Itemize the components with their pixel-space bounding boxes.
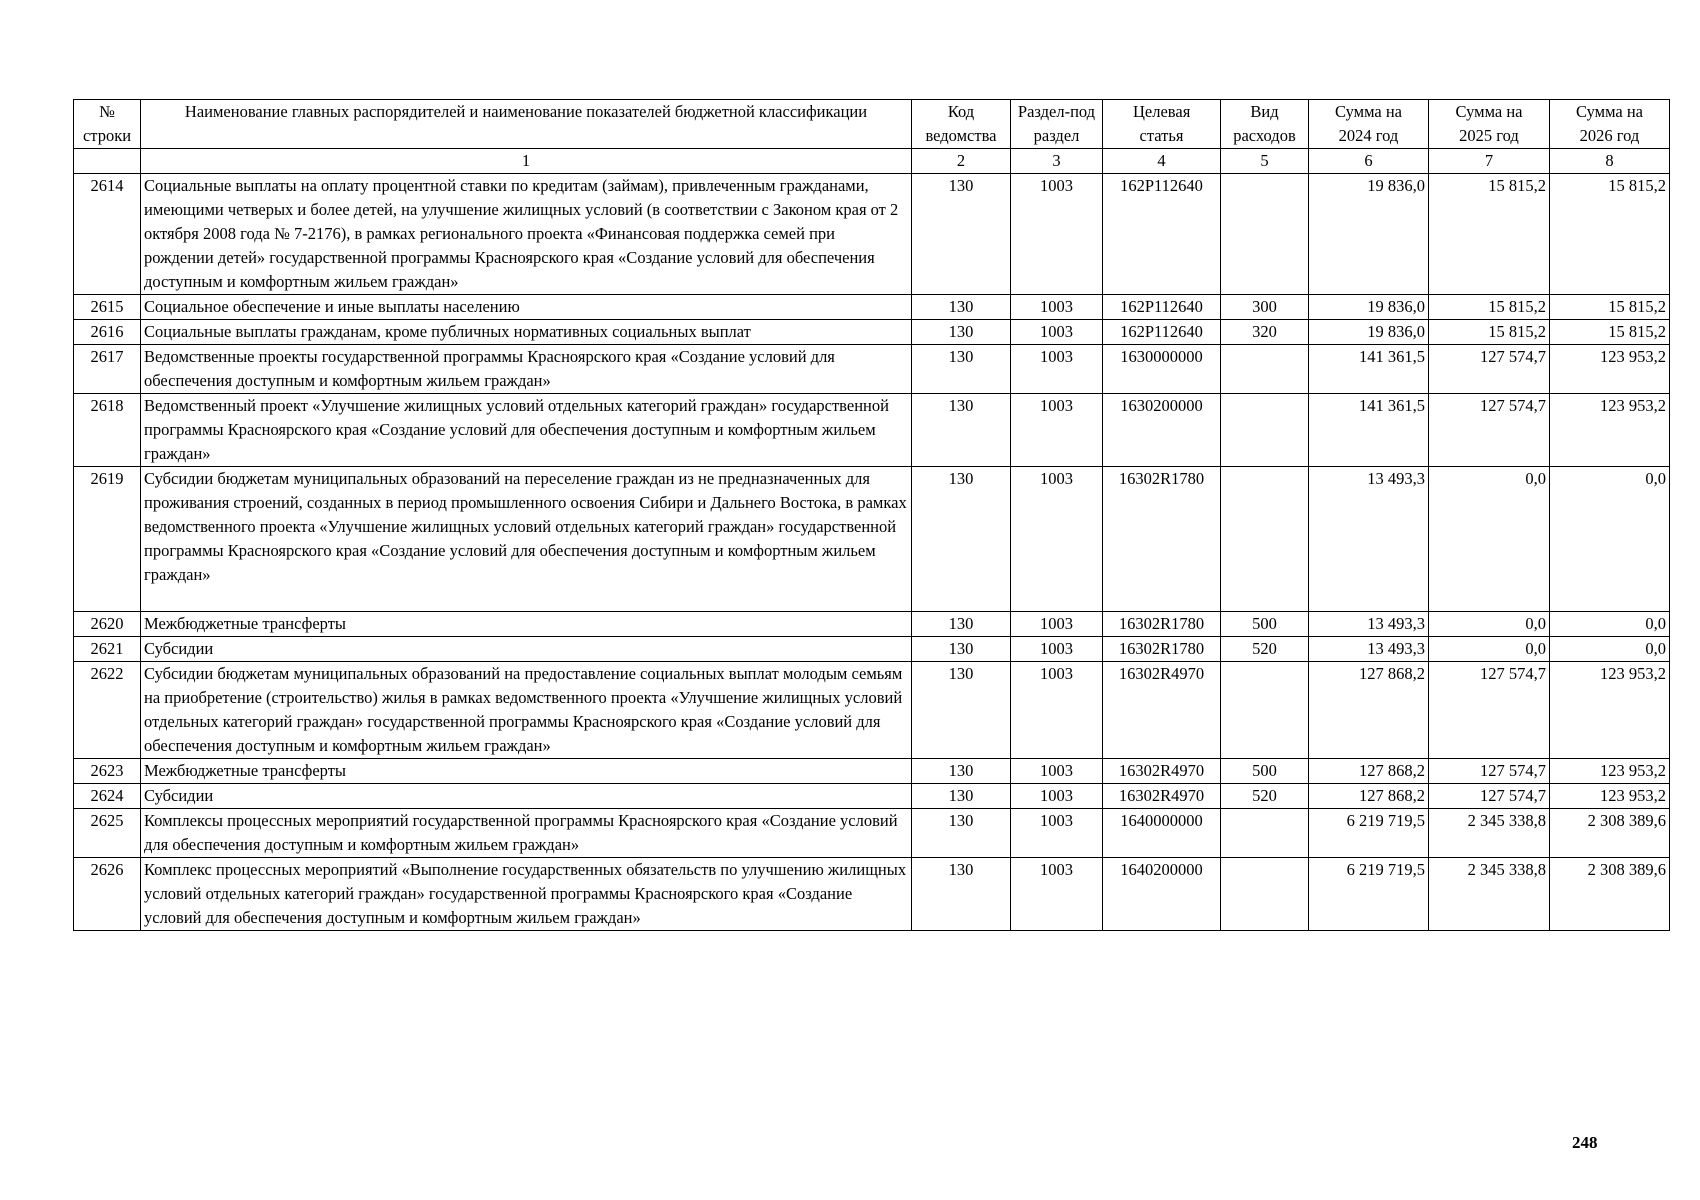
table-body [74,174,1670,931]
table-row [74,784,1670,809]
row-dept-code: 130 [912,320,1011,345]
row-sum-2024: 19 836,0 [1309,174,1429,295]
row-expense-type [1221,662,1309,759]
row-expense-type [1221,858,1309,931]
column-number: 1 [141,149,912,174]
header-target: Целевая статья [1103,100,1221,149]
table-row [74,345,1670,394]
row-target-code: 1640200000 [1103,858,1221,931]
row-number: 2614 [74,174,141,295]
row-sum-2025: 127 574,7 [1429,784,1550,809]
table-row [74,612,1670,637]
row-number: 2625 [74,809,141,858]
row-target-code: 16302R4970 [1103,662,1221,759]
row-dept-code: 130 [912,784,1011,809]
row-expense-type: 520 [1221,637,1309,662]
row-target-code: 16302R4970 [1103,784,1221,809]
row-name: Субсидии [141,637,912,662]
header-dept: Код ведомства [912,100,1011,149]
row-expense-type: 520 [1221,784,1309,809]
header-section: Раздел-подраздел [1011,100,1103,149]
row-sum-2024: 13 493,3 [1309,637,1429,662]
row-sum-2026: 0,0 [1550,637,1670,662]
header-sum-2025: Сумма на 2025 год [1429,100,1550,149]
row-expense-type [1221,809,1309,858]
row-sum-2024: 127 868,2 [1309,662,1429,759]
row-name: Комплекс процессных мероприятий «Выполнение государственных обязательств по улучшению жилищных условий отдельных категорий граждан» государственной программы Красноярского края «Создание условий для обеспечения доступным и комфортным жильем граждан» [141,858,912,931]
row-sum-2024: 13 493,3 [1309,612,1429,637]
row-dept-code: 130 [912,345,1011,394]
row-name: Социальное обеспечение и иные выплаты населению [141,295,912,320]
column-number: 8 [1550,149,1670,174]
row-number: 2626 [74,858,141,931]
header-row [74,100,1670,149]
row-sum-2024: 141 361,5 [1309,345,1429,394]
column-number [74,149,141,174]
table-row [74,467,1670,612]
row-sum-2025: 127 574,7 [1429,394,1550,467]
row-dept-code: 130 [912,809,1011,858]
row-sum-2025: 127 574,7 [1429,345,1550,394]
row-name: Субсидии [141,784,912,809]
row-expense-type: 300 [1221,295,1309,320]
row-number: 2619 [74,467,141,612]
row-section-code: 1003 [1011,637,1103,662]
row-dept-code: 130 [912,637,1011,662]
row-sum-2026: 15 815,2 [1550,295,1670,320]
page-number: 248 [1572,1133,1598,1152]
row-sum-2025: 15 815,2 [1429,295,1550,320]
row-target-code: 16302R4970 [1103,759,1221,784]
table-row [74,174,1670,295]
row-number: 2615 [74,295,141,320]
budget-table [73,99,1670,931]
row-dept-code: 130 [912,858,1011,931]
row-number: 2616 [74,320,141,345]
row-sum-2024: 13 493,3 [1309,467,1429,612]
row-expense-type [1221,345,1309,394]
row-name: Ведомственный проект «Улучшение жилищных условий отдельных категорий граждан» государственной программы Красноярского края «Создание условий для обеспечения доступным и комфортным жильем граждан» [141,394,912,467]
row-expense-type: 500 [1221,759,1309,784]
row-section-code: 1003 [1011,858,1103,931]
column-number: 2 [912,149,1011,174]
row-dept-code: 130 [912,174,1011,295]
row-number: 2617 [74,345,141,394]
row-number: 2621 [74,637,141,662]
row-number: 2618 [74,394,141,467]
row-expense-type [1221,467,1309,612]
row-sum-2025: 2 345 338,8 [1429,858,1550,931]
row-sum-2026: 123 953,2 [1550,784,1670,809]
row-sum-2026: 0,0 [1550,467,1670,612]
column-number: 7 [1429,149,1550,174]
row-sum-2025: 127 574,7 [1429,662,1550,759]
row-name: Субсидии бюджетам муниципальных образований на переселение граждан из не предназначенных для проживания строений, созданных в период промышленного освоения Сибири и Дальнего Востока, в рамках ведомственного проекта «Улучшение жилищных условий отдельных категорий граждан» государственной программы Красноярского края «Создание условий для обеспечения доступным и комфортным жильем граждан» [141,467,912,612]
row-section-code: 1003 [1011,345,1103,394]
row-sum-2025: 2 345 338,8 [1429,809,1550,858]
row-name: Межбюджетные трансферты [141,759,912,784]
row-section-code: 1003 [1011,394,1103,467]
row-name: Социальные выплаты гражданам, кроме публичных нормативных социальных выплат [141,320,912,345]
row-sum-2024: 19 836,0 [1309,320,1429,345]
row-section-code: 1003 [1011,295,1103,320]
row-name: Субсидии бюджетам муниципальных образований на предоставление социальных выплат молодым семьям на приобретение (строительство) жилья в рамках ведомственного проекта «Улучшение жилищных условий отдельных категорий граждан» государственной программы Красноярского края «Создание условий для обеспечения доступным и комфортным жильем граждан» [141,662,912,759]
row-dept-code: 130 [912,295,1011,320]
row-target-code: 16302R1780 [1103,637,1221,662]
header-sum-2026: Сумма на 2026 год [1550,100,1670,149]
row-sum-2026: 123 953,2 [1550,662,1670,759]
row-section-code: 1003 [1011,612,1103,637]
table-row [74,809,1670,858]
row-sum-2025: 127 574,7 [1429,759,1550,784]
row-dept-code: 130 [912,662,1011,759]
header-no: № строки [74,100,141,149]
row-target-code: 1640000000 [1103,809,1221,858]
row-sum-2026: 15 815,2 [1550,320,1670,345]
row-sum-2026: 123 953,2 [1550,345,1670,394]
row-name: Ведомственные проекты государственной программы Красноярского края «Создание условий для обеспечения доступным и комфортным жильем граждан» [141,345,912,394]
table-row [74,394,1670,467]
row-target-code: 162P112640 [1103,295,1221,320]
row-target-code: 1630200000 [1103,394,1221,467]
table-row [74,637,1670,662]
column-number: 6 [1309,149,1429,174]
table-row [74,858,1670,931]
row-sum-2024: 19 836,0 [1309,295,1429,320]
header-type: Вид расходов [1221,100,1309,149]
row-section-code: 1003 [1011,174,1103,295]
row-name: Социальные выплаты на оплату процентной ставки по кредитам (займам), привлеченным гражданами, имеющими четверых и более детей, на улучшение жилищных условий (в соответствии с Законом края от 2 октября 2008 года № 7-2176), в рамках регионального проекта «Финансовая поддержка семей при рождении детей» государственной программы Красноярского края «Создание условий для обеспечения доступным и комфортным жильем граждан» [141,174,912,295]
header-sum-2024: Сумма на 2024 год [1309,100,1429,149]
row-sum-2026: 0,0 [1550,612,1670,637]
row-section-code: 1003 [1011,759,1103,784]
row-sum-2024: 127 868,2 [1309,759,1429,784]
row-number: 2624 [74,784,141,809]
row-sum-2026: 123 953,2 [1550,759,1670,784]
row-target-code: 16302R1780 [1103,612,1221,637]
row-name: Комплексы процессных мероприятий государственной программы Красноярского края «Создание условий для обеспечения доступным и комфортным жильем граждан» [141,809,912,858]
row-target-code: 1630000000 [1103,345,1221,394]
row-number: 2620 [74,612,141,637]
row-target-code: 162P112640 [1103,320,1221,345]
table-row [74,320,1670,345]
header-name: Наименование главных распорядителей и наименование показателей бюджетной классификации [141,100,912,149]
row-section-code: 1003 [1011,784,1103,809]
row-sum-2025: 0,0 [1429,612,1550,637]
table-row [74,662,1670,759]
column-number: 5 [1221,149,1309,174]
row-dept-code: 130 [912,394,1011,467]
row-sum-2026: 2 308 389,6 [1550,858,1670,931]
row-section-code: 1003 [1011,662,1103,759]
table-row [74,759,1670,784]
row-sum-2025: 0,0 [1429,467,1550,612]
row-name: Межбюджетные трансферты [141,612,912,637]
column-number: 3 [1011,149,1103,174]
row-dept-code: 130 [912,759,1011,784]
row-expense-type: 500 [1221,612,1309,637]
row-sum-2026: 15 815,2 [1550,174,1670,295]
row-target-code: 16302R1780 [1103,467,1221,612]
column-number-row [74,149,1670,174]
row-sum-2024: 141 361,5 [1309,394,1429,467]
row-sum-2024: 6 219 719,5 [1309,858,1429,931]
row-sum-2025: 15 815,2 [1429,320,1550,345]
row-sum-2024: 127 868,2 [1309,784,1429,809]
row-sum-2026: 2 308 389,6 [1550,809,1670,858]
row-sum-2025: 15 815,2 [1429,174,1550,295]
table-row [74,295,1670,320]
column-number: 4 [1103,149,1221,174]
row-number: 2622 [74,662,141,759]
row-section-code: 1003 [1011,809,1103,858]
row-section-code: 1003 [1011,467,1103,612]
row-expense-type: 320 [1221,320,1309,345]
row-section-code: 1003 [1011,320,1103,345]
row-sum-2025: 0,0 [1429,637,1550,662]
row-number: 2623 [74,759,141,784]
row-sum-2024: 6 219 719,5 [1309,809,1429,858]
row-expense-type [1221,174,1309,295]
row-target-code: 162P112640 [1103,174,1221,295]
row-dept-code: 130 [912,612,1011,637]
row-expense-type [1221,394,1309,467]
row-sum-2026: 123 953,2 [1550,394,1670,467]
row-dept-code: 130 [912,467,1011,612]
